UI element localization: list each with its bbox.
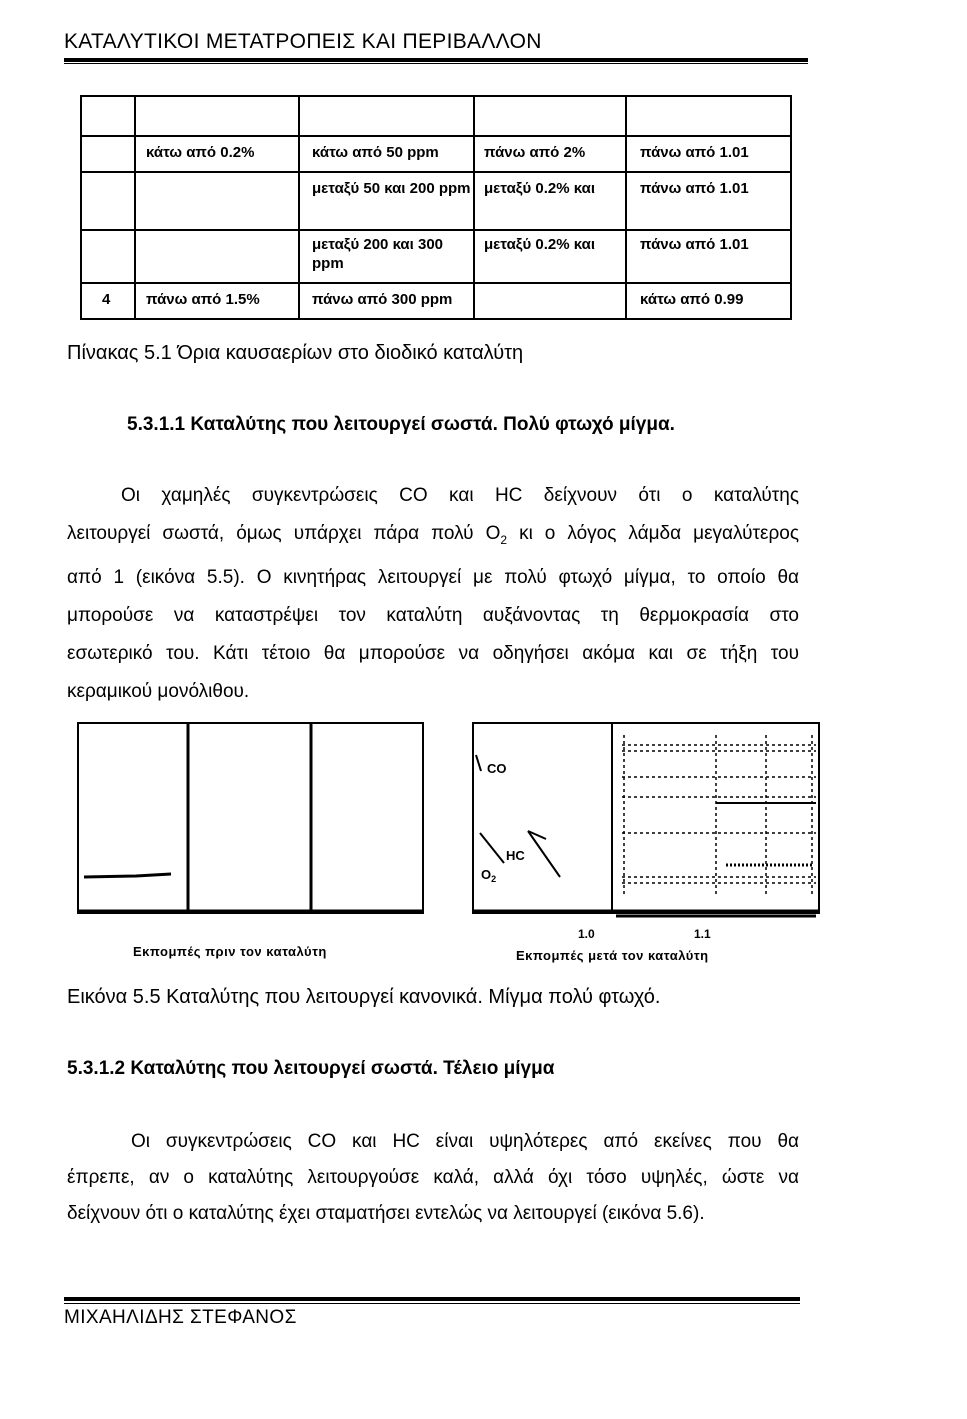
- table-cell-number: 4: [102, 291, 111, 308]
- emissions-limits-table: [80, 95, 792, 320]
- co-label: CO: [487, 761, 507, 776]
- table-cell: πάνω από 1.5%: [146, 291, 260, 308]
- table-cell: μεταξύ 0.2% και: [484, 236, 595, 253]
- table-caption: Πίνακας 5.1 Όρια καυσαερίων στο διοδικό καταλύτη: [67, 342, 524, 364]
- section1-paragraph: [67, 477, 799, 711]
- after-catalyst-panel: [473, 723, 819, 916]
- table-row-line: [80, 282, 792, 284]
- right-panel-label: Εκπομπές μετά τον καταλύτη: [516, 948, 709, 963]
- table-cell: κάτω από 50 ppm: [312, 144, 439, 161]
- text-run: λειτουργεί σωστά, όμως υπάρχει πάρα πολύ O: [67, 523, 501, 544]
- subscript: 2: [500, 532, 508, 547]
- header-rule-thin: [64, 63, 808, 64]
- paragraph-line: δείχνουν ότι ο καταλύτης έχει σταματήσει εντελώς να λειτουργεί (εικόνα 5.6).: [67, 1203, 705, 1224]
- table-cell: μεταξύ 200 και 300 ppm: [312, 236, 444, 272]
- paragraph-line: [67, 515, 799, 559]
- emissions-figure: [76, 715, 836, 925]
- section-heading: 5.3.1.1 Καταλύτης που λειτουργεί σωστά. Πολύ φτωχό μίγμα.: [127, 414, 675, 435]
- table-cell: πάνω από 2%: [484, 144, 586, 161]
- table-col-line: [625, 95, 627, 320]
- axis-tick-label: 1.0: [578, 927, 595, 941]
- left-panel-frame: [78, 723, 423, 913]
- dotted-grid: [622, 735, 816, 895]
- table-border-right: [790, 95, 792, 320]
- paragraph-line: εσωτερικό του. Κάτι τέτοιο θα μπορούσε να οδηγήσει ακόμα και σε τήξη του: [67, 642, 799, 664]
- footer-author: ΜΙΧΑΗΛΙΔΗΣ ΣΤΕΦΑΝΟΣ: [64, 1307, 297, 1328]
- paragraph-line: Οι χαμηλές συγκεντρώσεις CO και HC δείχνουν ότι ο καταλύτης: [121, 485, 799, 506]
- table-cell: κάτω από 0.99: [640, 291, 744, 308]
- before-catalyst-panel: [78, 723, 423, 913]
- table-row-line: [80, 229, 792, 231]
- paragraph-line: Οι συγκεντρώσεις CO και HC είναι υψηλότερες από εκείνες που θα: [131, 1131, 799, 1152]
- table-cell: πάνω από 1.01: [640, 144, 749, 161]
- table-col-line: [298, 95, 300, 320]
- section-heading: 5.3.1.2 Καταλύτης που λειτουργεί σωστά. Τέλειο μίγμα: [67, 1058, 555, 1079]
- table-cell: πάνω από 1.01: [640, 236, 749, 253]
- table-row-line: [80, 171, 792, 173]
- paragraph-line: κεραμικού μονόλιθου.: [67, 680, 250, 702]
- table-border-bottom: [80, 318, 792, 320]
- table-col-line: [134, 95, 136, 320]
- paragraph-line: μπορούσε να καταστρέψει τον καταλύτη αυξάνοντας τη θερμοκρασία στο: [67, 604, 799, 626]
- table-cell: πάνω από 1.01: [640, 180, 749, 197]
- o2-label-text: O: [481, 867, 492, 882]
- header-rule: [64, 58, 808, 62]
- table-cell: πάνω από 300 ppm: [312, 291, 453, 308]
- table-row-line: [80, 135, 792, 137]
- table-cell: μεταξύ 0.2% και: [484, 180, 595, 197]
- co-curve: [476, 755, 481, 771]
- o2-subscript: 2: [491, 874, 497, 884]
- o2-label: [481, 867, 496, 884]
- figure-caption: Εικόνα 5.5 Καταλύτης που λειτουργεί κανονικά. Μίγμα πολύ φτωχό.: [67, 986, 661, 1008]
- table-cell: κάτω από 0.2%: [146, 144, 255, 161]
- footer-rule: [64, 1297, 800, 1301]
- table-col-line: [473, 95, 475, 320]
- o2-curve: [480, 833, 504, 863]
- axis-tick-label: 1.1: [694, 927, 711, 941]
- running-header: ΚΑΤΑΛΥΤΙΚΟΙ ΜΕΤΑΤΡΟΠΕΙΣ ΚΑΙ ΠΕΡΙΒΑΛΛΟΝ: [64, 30, 542, 53]
- hc-label: HC: [506, 848, 525, 863]
- table-cell: μεταξύ 50 και 200 ppm: [312, 180, 471, 197]
- paragraph-line: έπρεπε, αν ο καταλύτης λειτουργούσε καλά, αλλά όχι τόσο υψηλές, ώστε να: [67, 1167, 799, 1188]
- paragraph-line: από 1 (εικόνα 5.5). Ο κινητήρας λειτουργεί με πολύ φτωχό μίγμα, το οποίο θα: [67, 566, 799, 588]
- text-run: κι ο λόγος λάμδα μεγαλύτερος: [507, 523, 799, 544]
- table-border-left: [80, 95, 82, 320]
- left-trace-line: [84, 874, 171, 877]
- footer-rule-thin: [64, 1303, 800, 1304]
- section2-paragraph: [67, 1124, 799, 1232]
- left-panel-label: Εκπομπές πριν τον καταλύτη: [133, 944, 327, 959]
- table-border-top: [80, 95, 792, 97]
